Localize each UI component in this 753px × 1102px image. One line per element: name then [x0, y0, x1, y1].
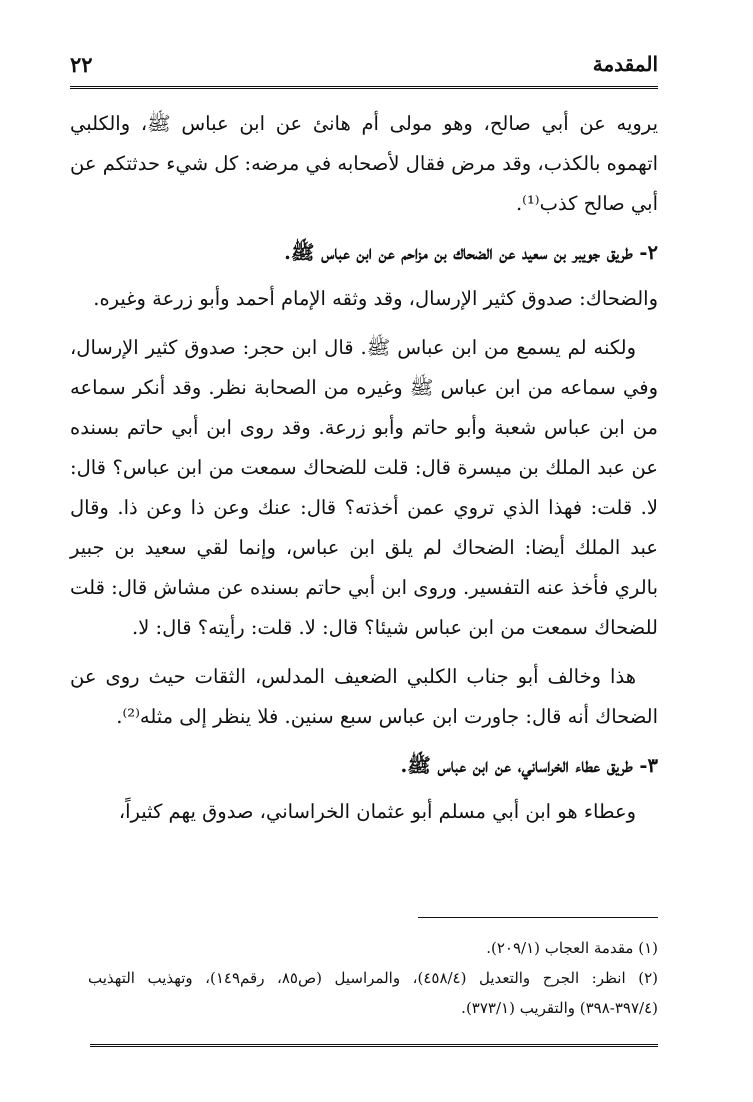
running-title: المقدمة: [592, 52, 658, 76]
header-rule: [70, 86, 658, 89]
section-heading-2: ٢- طريق جويبر بن سعيد عن الضحاك بن مزاحم عن ابن عباس ﷺ.: [284, 241, 658, 264]
footnote-separator: [418, 917, 658, 918]
paragraph-3: ولكنه لم يسمع من ابن عباس ﷺ. قال ابن حجر: صدوق كثير الإرسال، وفي سماعه من ابن عباس ﷺ وغيره من الصحابة نظر. وقد أنكر سماعه من ابن عباس شعبة وأبو حاتم وأبو زرعة. وقد روى ابن أبي حاتم بسنده عن عبد الملك بن ميسرة قال: قلت للضحاك سمعت من ابن عباس؟ قال: لا. قلت: فهذا الذي تروي عمن أخذته؟ قال: عنك وعن ذا وعن ذا. وقال عبد الملك أيضا: الضحاك لم يلق ابن عباس، وإنما لقي سعيد بن جبير بالري فأخذ عنه التفسير. وروى ابن أبي حاتم بسنده عن مشاش قال: قلت للضحاك سمعت من ابن عباس شيئا؟ قال: لا. قلت: رأيته؟ قال: لا.: [70, 336, 658, 639]
paragraph-2: والضحاك: صدوق كثير الإرسال، وقد وثقه الإمام أحمد وأبو زرعة وغيره.: [93, 287, 658, 310]
page-header: [70, 52, 658, 86]
page-number: ٢٢: [70, 52, 93, 77]
paragraph-1: يرويه عن أبي صالح، وهو مولى أم هانئ عن ابن عباس ﷺ، والكلبي اتهموه بالكذب، وقد مرض فقال لأصحابه في مرضه: كل شيء حدثتكم عن أبي صالح كذب⁽¹⁾.: [70, 112, 658, 215]
footnote-1: (١) مقدمة العجاب (٢٠٩/١).: [486, 939, 658, 957]
paragraph-5: وعطاء هو ابن أبي مسلم أبو عثمان الخراساني، صدوق يهم كثيراً،: [118, 800, 636, 823]
section-heading-3: ٣- طريق عطاء الخراساني، عن ابن عباس ﷺ.: [400, 754, 658, 777]
paragraph-4: هذا وخالف أبو جناب الكلبي الضعيف المدلس، الثقات حيث روى عن الضحاك أنه قال: جاورت ابن عباس سبع سنين. فلا ينظر إلى مثله⁽²⁾.: [70, 665, 658, 728]
footnotes: [88, 933, 658, 1023]
footnote-2: (٢) انظر: الجرح والتعديل (٤٥٨/٤)، والمراسيل (ص٨٥، رقم١٤٩)، وتهذيب التهذيب (٣٩٧/٤-٣٩٨) والتقريب (٣٧٣/١).: [88, 969, 658, 1017]
page-body: [70, 104, 658, 841]
bottom-rule: [90, 1044, 658, 1047]
